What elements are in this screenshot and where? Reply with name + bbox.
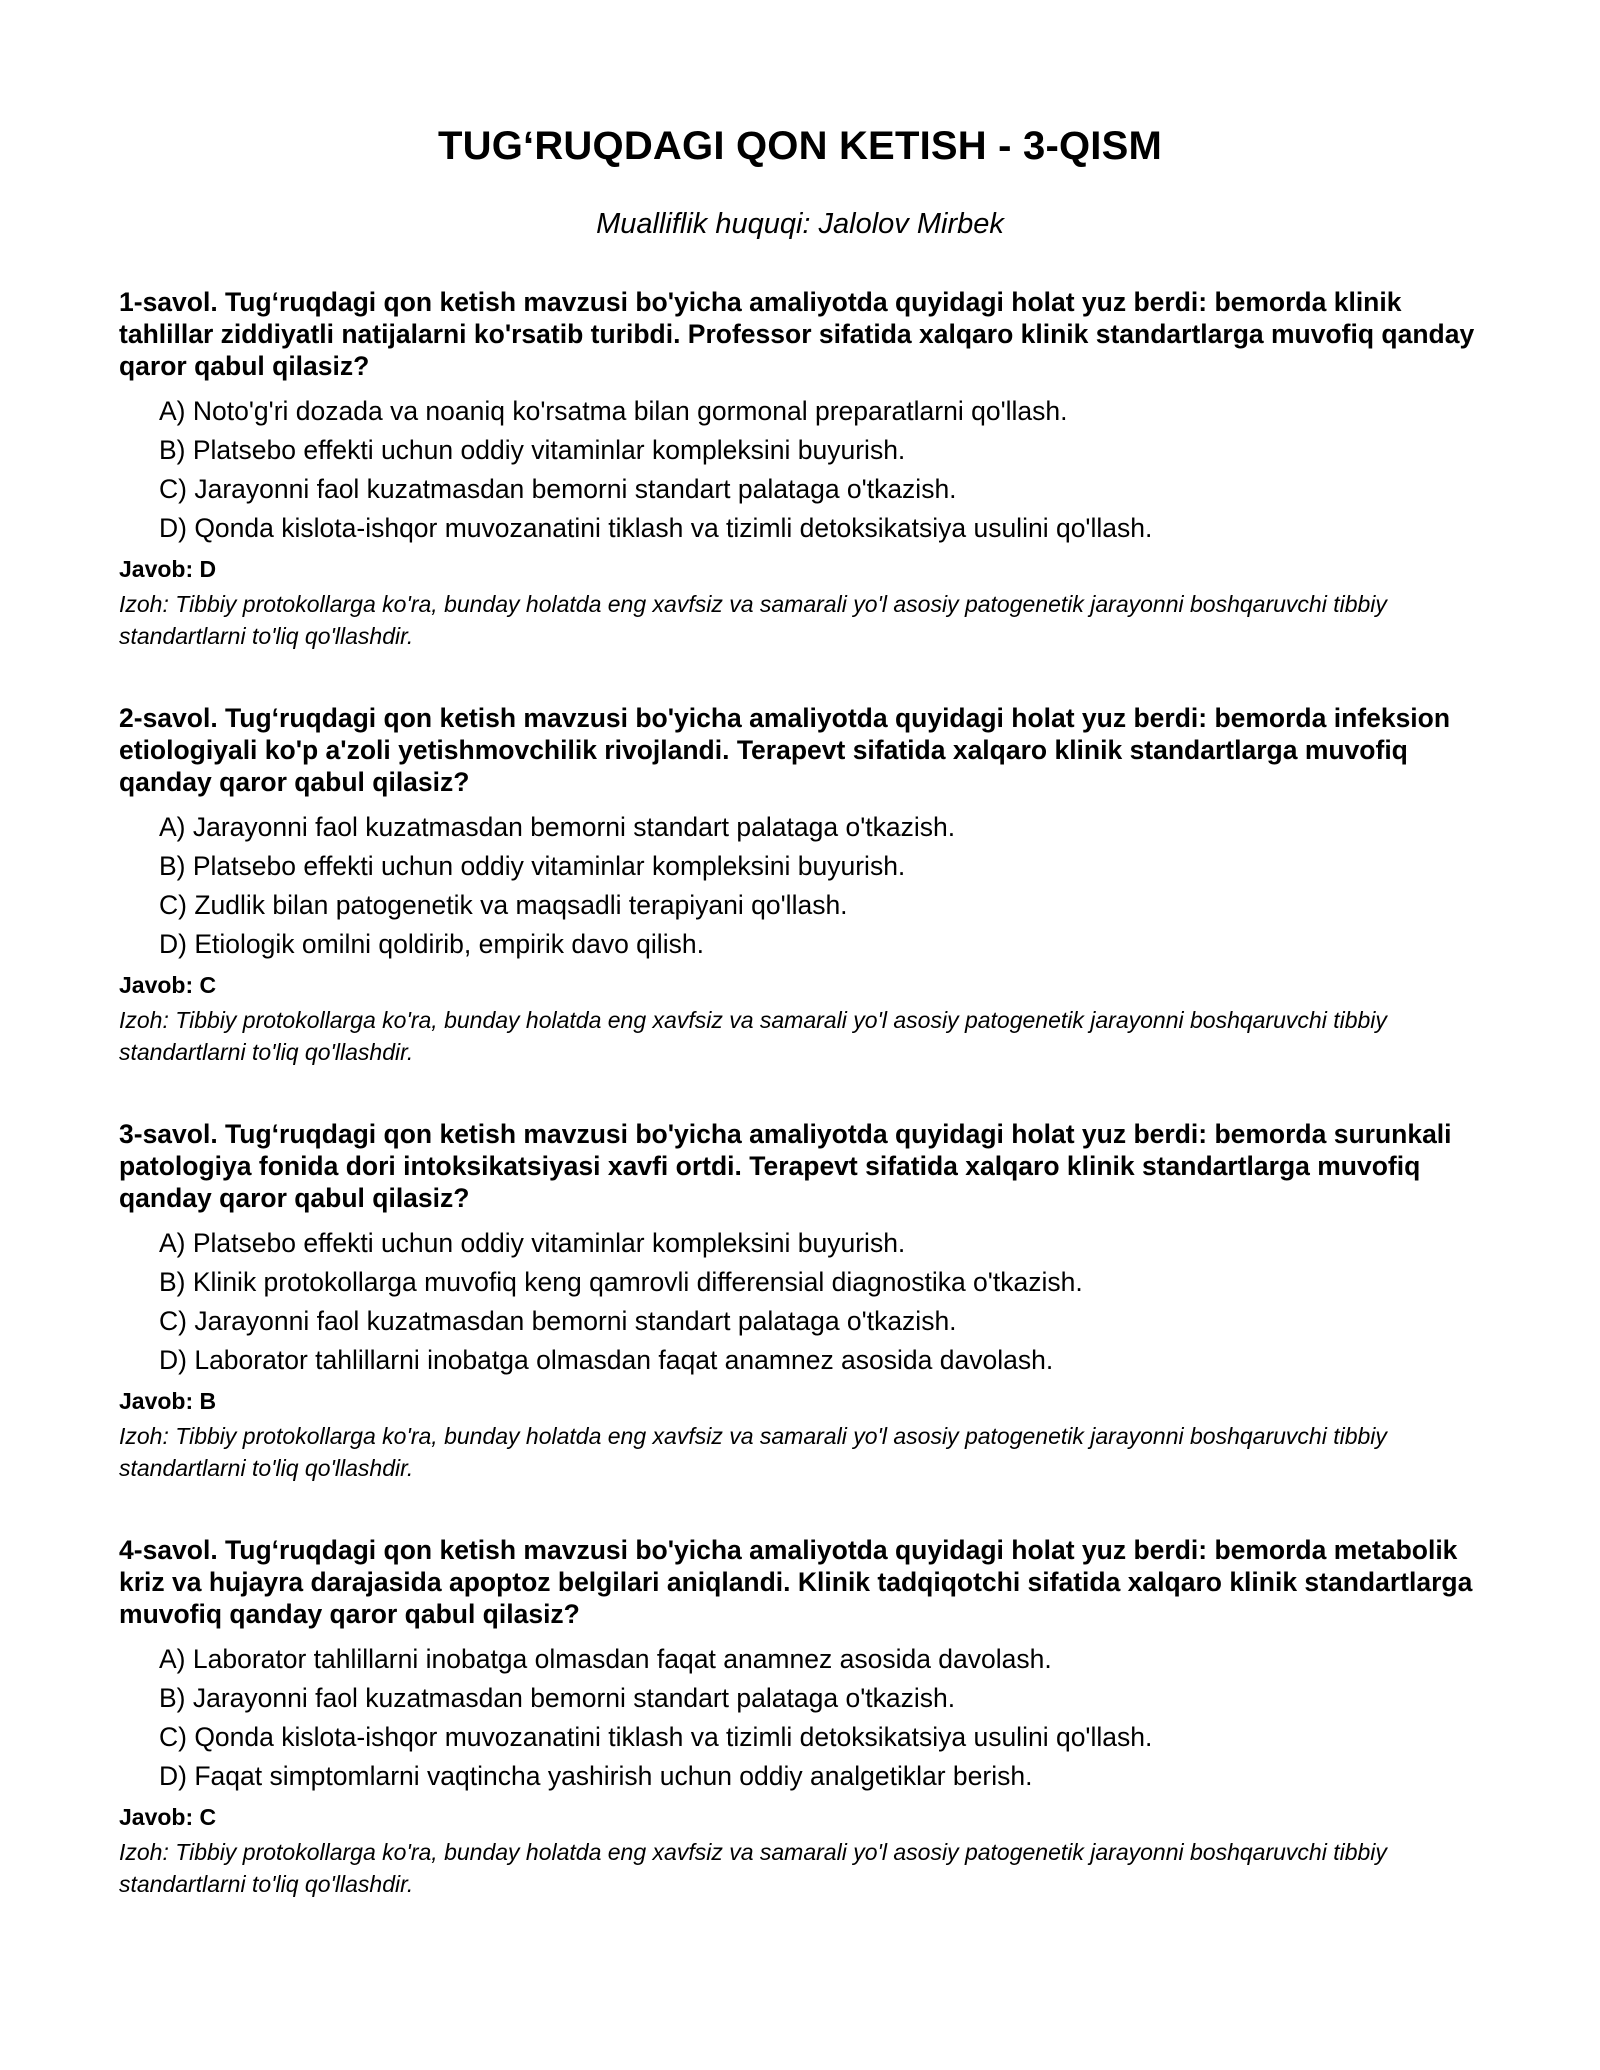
option-d: D) Faqat simptomlarni vaqtincha yashirish uchun oddiy analgetiklar berish. [159,1761,1033,1791]
option-c: C) Zudlik bilan patogenetik va maqsadli terapiyani qo'llash. [159,890,848,920]
answer-label: Javob: D [119,556,217,582]
option-d: D) Laborator tahlillarni inobatga olmasdan faqat anamnez asosida davolash. [159,1345,1054,1375]
question-list [119,286,1489,1950]
option-b: B) Jarayonni faol kuzatmasdan bemorni standart palataga o'tkazish. [159,1683,956,1713]
option-c: C) Jarayonni faol kuzatmasdan bemorni standart palataga o'tkazish. [159,1306,957,1336]
option-list [119,392,1489,548]
option-c: C) Jarayonni faol kuzatmasdan bemorni standart palataga o'tkazish. [159,474,957,504]
question-text: 1-savol. Tug‘ruqdagi qon ketish mavzusi bo'yicha amaliyotda quyidagi holat yuz berdi: bemorda klinik tahlillar ziddiyatli natijalarni ko'rsatib turibdi. Professor sifatida xalqaro klinik standartlarga muvofiq qanday qaror qabul qilasiz? [119,287,1475,381]
explanation-note: Izoh: Tibbiy protokollarga ko'ra, bunday holatda eng xavfsiz va samarali yo'l asosiy patogenetik jarayonni boshqaruvchi tibbiy standartlarni to'liq qo'llashdir. [119,1839,1387,1897]
option-list [119,1640,1489,1796]
option-a: A) Laborator tahlillarni inobatga olmasdan faqat anamnez asosida davolash. [159,1644,1052,1674]
copyright-subtitle: Mualliflik huquqi: Jalolov Mirbek [596,208,1004,240]
question-block-2 [119,702,1489,1068]
option-b: B) Platsebo effekti uchun oddiy vitaminlar kompleksini buyurish. [159,851,906,881]
question-block-1 [119,286,1489,652]
option-list [119,808,1489,964]
question-block-3 [119,1118,1489,1484]
option-b: B) Klinik protokollarga muvofiq keng qamrovli differensial diagnostika o'tkazish. [159,1267,1083,1297]
answer-label: Javob: C [119,972,217,998]
option-b: B) Platsebo effekti uchun oddiy vitaminlar kompleksini buyurish. [159,435,906,465]
explanation-note: Izoh: Tibbiy protokollarga ko'ra, bunday holatda eng xavfsiz va samarali yo'l asosiy patogenetik jarayonni boshqaruvchi tibbiy standartlarni to'liq qo'llashdir. [119,1423,1387,1481]
question-block-4 [119,1534,1489,1900]
question-text: 2-savol. Tug‘ruqdagi qon ketish mavzusi bo'yicha amaliyotda quyidagi holat yuz berdi: bemorda infeksion etiologiyali ko'p a'zoli yetishmovchilik rivojlandi. Terapevt sifatida xalqaro klinik standartlarga muvofiq qanday qaror qabul qilasiz? [119,703,1451,797]
option-d: D) Etiologik omilni qoldirib, empirik davo qilish. [159,929,704,959]
explanation-note: Izoh: Tibbiy protokollarga ko'ra, bunday holatda eng xavfsiz va samarali yo'l asosiy patogenetik jarayonni boshqaruvchi tibbiy standartlarni to'liq qo'llashdir. [119,1007,1387,1065]
option-a: A) Noto'g'ri dozada va noaniq ko'rsatma bilan gormonal preparatlarni qo'llash. [159,396,1068,426]
answer-label: Javob: B [119,1388,217,1414]
option-d: D) Qonda kislota-ishqor muvozanatini tiklash va tizimli detoksikatsiya usulini qo'llash. [159,513,1153,543]
answer-label: Javob: C [119,1804,217,1830]
question-text: 4-savol. Tug‘ruqdagi qon ketish mavzusi bo'yicha amaliyotda quyidagi holat yuz berdi: bemorda metabolik kriz va hujayra darajasida apoptoz belgilari aniqlandi. Klinik tadqiqotchi sifatida xalqaro klinik standartlarga muvofiq qanday qaror qabul qilasiz? [119,1535,1473,1629]
option-list [119,1224,1489,1380]
option-c: C) Qonda kislota-ishqor muvozanatini tiklash va tizimli detoksikatsiya usulini qo'llash. [159,1722,1153,1752]
explanation-note: Izoh: Tibbiy protokollarga ko'ra, bunday holatda eng xavfsiz va samarali yo'l asosiy patogenetik jarayonni boshqaruvchi tibbiy standartlarni to'liq qo'llashdir. [119,591,1387,649]
question-text: 3-savol. Tug‘ruqdagi qon ketish mavzusi bo'yicha amaliyotda quyidagi holat yuz berdi: bemorda surunkali patologiya fonida dori intoksikatsiyasi xavfi ortdi. Terapevt sifatida xalqaro klinik standartlarga muvofiq qanday qaror qabul qilasiz? [119,1119,1452,1213]
page-title: TUG‘RUQDAGI QON KETISH - 3-QISM [438,124,1162,168]
option-a: A) Platsebo effekti uchun oddiy vitaminlar kompleksini buyurish. [159,1228,906,1258]
option-a: A) Jarayonni faol kuzatmasdan bemorni standart palataga o'tkazish. [159,812,956,842]
